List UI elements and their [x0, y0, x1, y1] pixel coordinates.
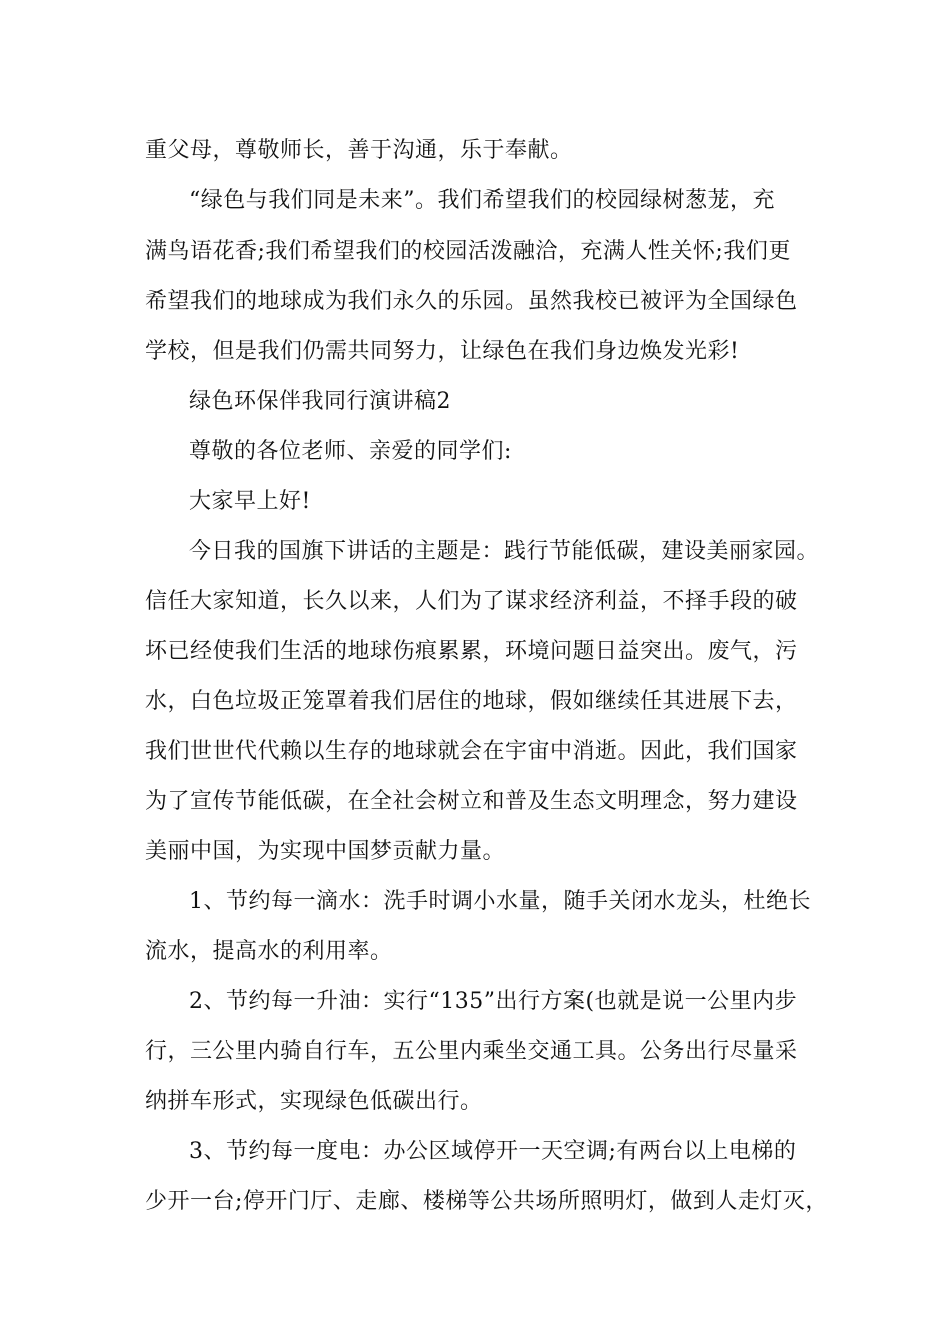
salutation: 尊敬的各位老师、亲爱的同学们:	[189, 439, 512, 464]
list-item-1: 1、节约每一滴水：洗手时调小水量，随手关闭水龙头，杜绝长	[189, 889, 811, 914]
text-line: 流水，提高水的利用率。	[145, 939, 393, 964]
text-line: 满鸟语花香;我们希望我们的校园活泼融洽，充满人性关怀;我们更	[145, 239, 791, 264]
text-line: 我们世世代代赖以生存的地球就会在宇宙中消逝。因此，我们国家	[145, 739, 798, 764]
list-item-3: 3、节约每一度电：办公区域停开一天空调;有两台以上电梯的	[189, 1139, 797, 1164]
text-line: 少开一台;停开门厅、走廊、楼梯等公共场所照明灯，做到人走灯灭，	[145, 1189, 828, 1214]
text-line: 学校，但是我们仍需共同努力，让绿色在我们身边焕发光彩!	[145, 339, 740, 364]
text-line: 今日我的国旗下讲话的主题是：践行节能低碳，建设美丽家园。	[189, 539, 820, 564]
text-line: 坏已经使我们生活的地球伤痕累累，环境问题日益突出。废气，污	[145, 639, 798, 664]
text-line: 水，白色垃圾正笼罩着我们居住的地球，假如继续任其进展下去，	[145, 689, 798, 714]
text-line: 重父母，尊敬师长，善于沟通，乐于奉献。	[145, 138, 573, 163]
text-line: 行，三公里内骑自行车，五公里内乘坐交通工具。公务出行尽量采	[145, 1039, 798, 1064]
text-line: 美丽中国，为实现中国梦贡献力量。	[145, 839, 506, 864]
text-line: 信任大家知道，长久以来，人们为了谋求经济利益，不择手段的破	[145, 589, 798, 614]
section-heading: 绿色环保伴我同行演讲稿2	[189, 389, 451, 414]
list-item-2: 2、节约每一升油：实行“135”出行方案(也就是说一公里内步	[189, 989, 798, 1014]
text-line: 希望我们的地球成为我们永久的乐园。虽然我校已被评为全国绿色	[145, 289, 798, 314]
text-line: 纳拼车形式，实现绿色低碳出行。	[145, 1089, 483, 1114]
greeting: 大家早上好!	[189, 489, 311, 514]
text-line: 为了宣传节能低碳，在全社会树立和普及生态文明理念，努力建设	[145, 789, 798, 814]
text-line: “绿色与我们同是未来”。我们希望我们的校园绿树葱茏，充	[189, 188, 775, 213]
